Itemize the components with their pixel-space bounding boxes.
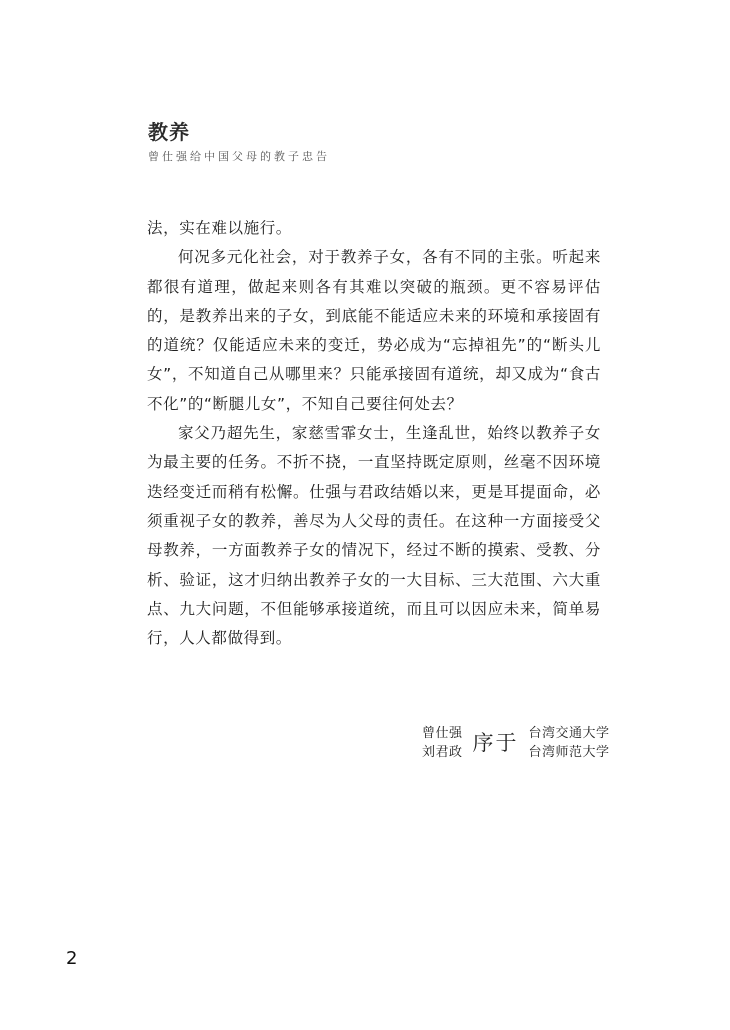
page-number: 2	[66, 948, 78, 969]
signature-place: 台湾师范大学	[528, 745, 610, 760]
book-subtitle: 曾仕强给中国父母的教子忠告	[148, 150, 330, 163]
signature-author: 刘君政	[422, 745, 463, 760]
signature-authors	[422, 724, 463, 762]
running-header	[148, 118, 330, 166]
paragraph-continuation: 法，实在难以施行。	[147, 219, 292, 237]
body-text	[147, 214, 601, 653]
signature-author: 曾仕强	[422, 726, 463, 741]
signature-places	[529, 724, 610, 762]
preface-signature	[422, 722, 610, 764]
signature-mark: 序于	[472, 731, 519, 755]
book-title: 教养	[148, 120, 190, 144]
signature-place: 台湾交通大学	[528, 726, 610, 741]
paragraph: 何况多元化社会，对于教养子女，各有不同的主张。听起来都很有道理，做起来则各有其难以突破的瓶颈。更不容易评估的，是教养出来的子女，到底能不能适应未来的环境和承接固有的道统？仅能适应未来的变迁，势必成为“忘掉祖先”的“断头儿女”，不知道自己从哪里来？只能承接固有道统，却又成为“食古不化”的“断腿儿女”，不知自己要往何处去？	[147, 248, 601, 413]
paragraph: 家父乃超先生，家慈雪霏女士，生逢乱世，始终以教养子女为最主要的任务。不折不挠，一直坚持既定原则，丝毫不因环境迭经变迁而稍有松懈。仕强与君政结婚以来，更是耳提面命，必须重视子女的教养，善尽为人父母的责任。在这种一方面接受父母教养，一方面教养子女的情况下，经过不断的摸索、受教、分析、验证，这才归纳出教养子女的一大目标、三大范围、六大重点、九大问题，不但能够承接道统，而且可以因应未来，简单易行，人人都做得到。	[147, 424, 601, 648]
